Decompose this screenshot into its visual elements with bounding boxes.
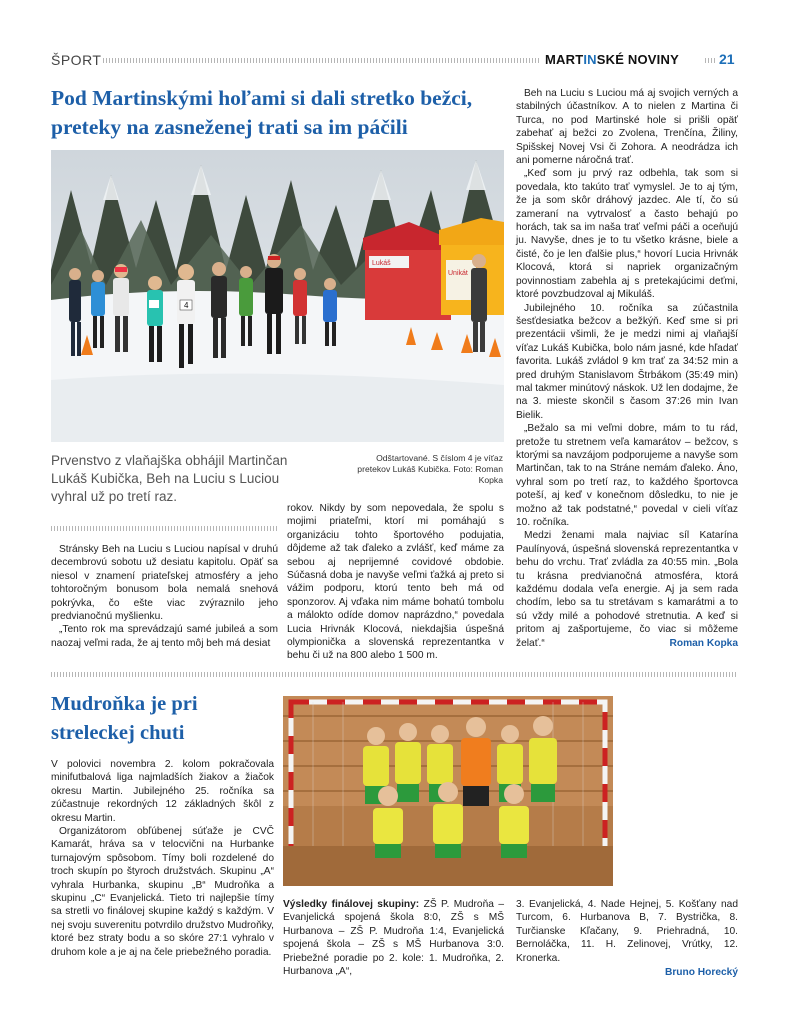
publication-name-part2: IN	[583, 52, 597, 67]
article2-column1	[51, 758, 274, 959]
paragraph: „Keď som ju prvý raz odbehla, tak som si povedala, kto takúto trať vymyslel. Je to aj tým, že ja som skôr dráhový jazdec. Ale tí, čo sú zameraní na vytrvalosť a často behajú po horách, tak sa im naša trať veľmi páči a oceňujú ju. Navyše, dnes je to tu všetko krásne, biele a čisté, čo je len ďalšie plus,“ hovorí Lucia Hrivnák Klocová, ktorá si napriek organizačným povinnostiam zabehla aj s pretekajúcimi deťmi, ktoré povzbudzoval aj Mikuláš.	[516, 168, 738, 301]
banner-text: Lukáš	[372, 260, 391, 267]
publication-name-part1: MART	[545, 52, 584, 67]
publication-name	[545, 52, 679, 67]
paragraph: Medzi ženami mala najviac síl Katarína Paulínyová, úspešná slovenská reprezentantka v behu do vrchu. Trať zvládla za 40:55 min. „Bola tu krásna predvianočná atmosféra, ktorá každému dodala veľa energie. Aj ja sem rada chodím, lebo sa tu stretávam s kamarátmi a to sú vždy milé a pohodové stretnutia. A keď si pritom aj zašportujeme, čo viac si môžeme želať.“	[516, 530, 738, 649]
paragraph: „Tento rok ma sprevádzajú samé jubileá a som naozaj veľmi rada, že aj tento môj beh má desiat	[51, 624, 278, 649]
publication-name-part3: SKÉ NOVINY	[596, 52, 679, 67]
paragraph: rokov. Nikdy by som nepovedala, že spolu s mojimi priateľmi, ktorí mi pomáhajú s organizáciu tohto športového podujatia, dôjdeme až tak ďaleko a zvlášť, keď máme za sebou aj neprijemné covidové obdobie. Súčasná doba je navyše veľmi ťažká aj preto si vážim podporu, ktorú tento beh má od sponzorov. Aj vďaka nim máme bohatú tombolu a málokto odíde domov naprázdno,“ povedala Lucia Hrivnák Klocová, niekdajšia úspešná olympionička a slovenská reprezentantka v behu či už na 800 alebo 1 500 m.	[287, 503, 504, 662]
article2-title: Mudroňka je pri streleckej chuti	[51, 693, 198, 744]
article1-author: Roman Kopka	[669, 638, 738, 650]
page-number: 21	[719, 51, 735, 67]
paragraph: V polovici novembra 2. kolom pokračovala minifutbalová liga najmladších žiakov a žiačok okresu Martin. Jubilejného 25. ročníka sa zúčastnuje rekordných 12 základných škôl z okresu Martin.	[51, 759, 274, 824]
paragraph: Beh na Luciu s Luciou má aj svojich verných a stabilných účastníkov. A to nielen z Martina či Turca, no pod Martinské hole si prišli opäť zabehať aj bežci zo Zvolena, Trenčína, Žiliny, Spišskej Novej Vsi či Zohora. A neodrádza ich ani pomerne náročná trať.	[516, 88, 738, 167]
article1-title: Pod Martinskými hoľami si dali stretko bežci, preteky na zasneženej trati sa im páčili	[51, 86, 473, 139]
header-divider	[103, 58, 540, 63]
photo-caption: Odštartované. S číslom 4 je víťaz pretekov Lukáš Kubička. Foto: Roman Kopka	[357, 453, 503, 485]
paragraph: Stránsky Beh na Luciu s Luciou napísal v druhú decembrovú sobotu už desiatu kapitolu. Opäť sa niesol v znamení priateľskej atmosféry a jeho tohtoročným bonusom bola nemalá snehová pokrývka, čo ešte viac zvýraznilo jeho predvianočnú myšlienku.	[51, 544, 278, 623]
article1-column2	[287, 502, 504, 663]
section-label: ŠPORT	[51, 52, 102, 68]
lead-divider	[51, 526, 278, 531]
results-text-continued: 3. Evanjelická, 4. Nade Hejnej, 5. Košťany nad Turcom, 6. Hurbanova B, 7. Bystrička, 8. Turčianske Kľačany, 9. Priehradná, 10. Bernoláčka, 11. H. Zelinovej, Vrútky, 12. Kronerka.	[516, 899, 738, 964]
header-divider-small	[705, 58, 715, 63]
banner-text-2: Unikát	[448, 270, 468, 277]
paragraph: Jubilejného 10. ročníka sa zúčastnila šesťdesiatka bežcov a bežkýň. Keď sme si pri prezentácii všimli, že je medzi nimi aj vlaňajší víťaz Lukáš Kubička, bolo nám jasné, kde hľadať favorita. Lukáš zvládol 9 km trať za 34:52 min a pred druhým Stanislavom Štrbákom (35:49 min) mal takmer minútový náskok. Už len dodajme, že na 3. mieste skončil s časom 37:26 min Ivan Bielik.	[516, 302, 738, 421]
article1-column3	[516, 87, 738, 650]
paragraph: Organizátorom obľúbenej súťaže je CVČ Kamarát, hráva sa v telocvični na Hurbanke turnajovým spôsobom. Tímy boli rozdelené do troch skupín po štyroch družstvách. Skupinu „A“ vyhrala Hurbanka, skupinu „B“ Mudroňka a skupinu „C“ Evanjelická. Tieto tri najlepšie tímy sa stretli vo finálovej skupine každý s každým. V nej svoju suverenitu potvrdilo družstvo Mudroňky, ktoré bez straty bodu a so skóre 27:1 vyhralo v druhom kole a je aj na čele priebežného poradia.	[51, 826, 274, 958]
results-continued	[516, 898, 738, 979]
race-photo	[51, 150, 504, 442]
paragraph: „Bežalo sa mi veľmi dobre, mám to tu rád, pretože tu stretnem veľa kamarátov – bežcov, s ktorými sa navzájom podporujeme a navyše som Martinčan, tak to na Stráne nemám ďaleko. Áno, vyhral som po tretí raz, to každého športovca poteší, aj keď v konečnom dôsledku, to nie je možno až tak podstatné,“ povedal v cieli víťaz 10. ročníka.	[516, 423, 738, 528]
team-photo	[283, 696, 613, 886]
section-divider	[51, 672, 738, 677]
article2-author: Bruno Horecký	[664, 967, 738, 979]
results-text: ZŠ P. Mudroňa – Evanjelická spojená škola 8:0, ZŠ s MŠ Hurbanova – ZŠ P. Mudroňa 1:4, Evanjelická spojená škola – ZŠ s MŠ Hurbanova 3:0. Priebežné poradie po 2. kole: 1. Mudroňka, 2. Hurbanova „A“,	[283, 899, 504, 978]
article1-column1	[51, 543, 278, 650]
article1-lead: Prvenstvo z vlaňajška obhájil Martinčan Lukáš Kubička, Beh na Luciu s Luciou vyhral už po tretí raz.	[51, 453, 288, 504]
bib-number: 4	[184, 301, 189, 310]
results-block	[283, 898, 504, 978]
results-label: Výsledky finálovej skupiny:	[283, 899, 420, 910]
